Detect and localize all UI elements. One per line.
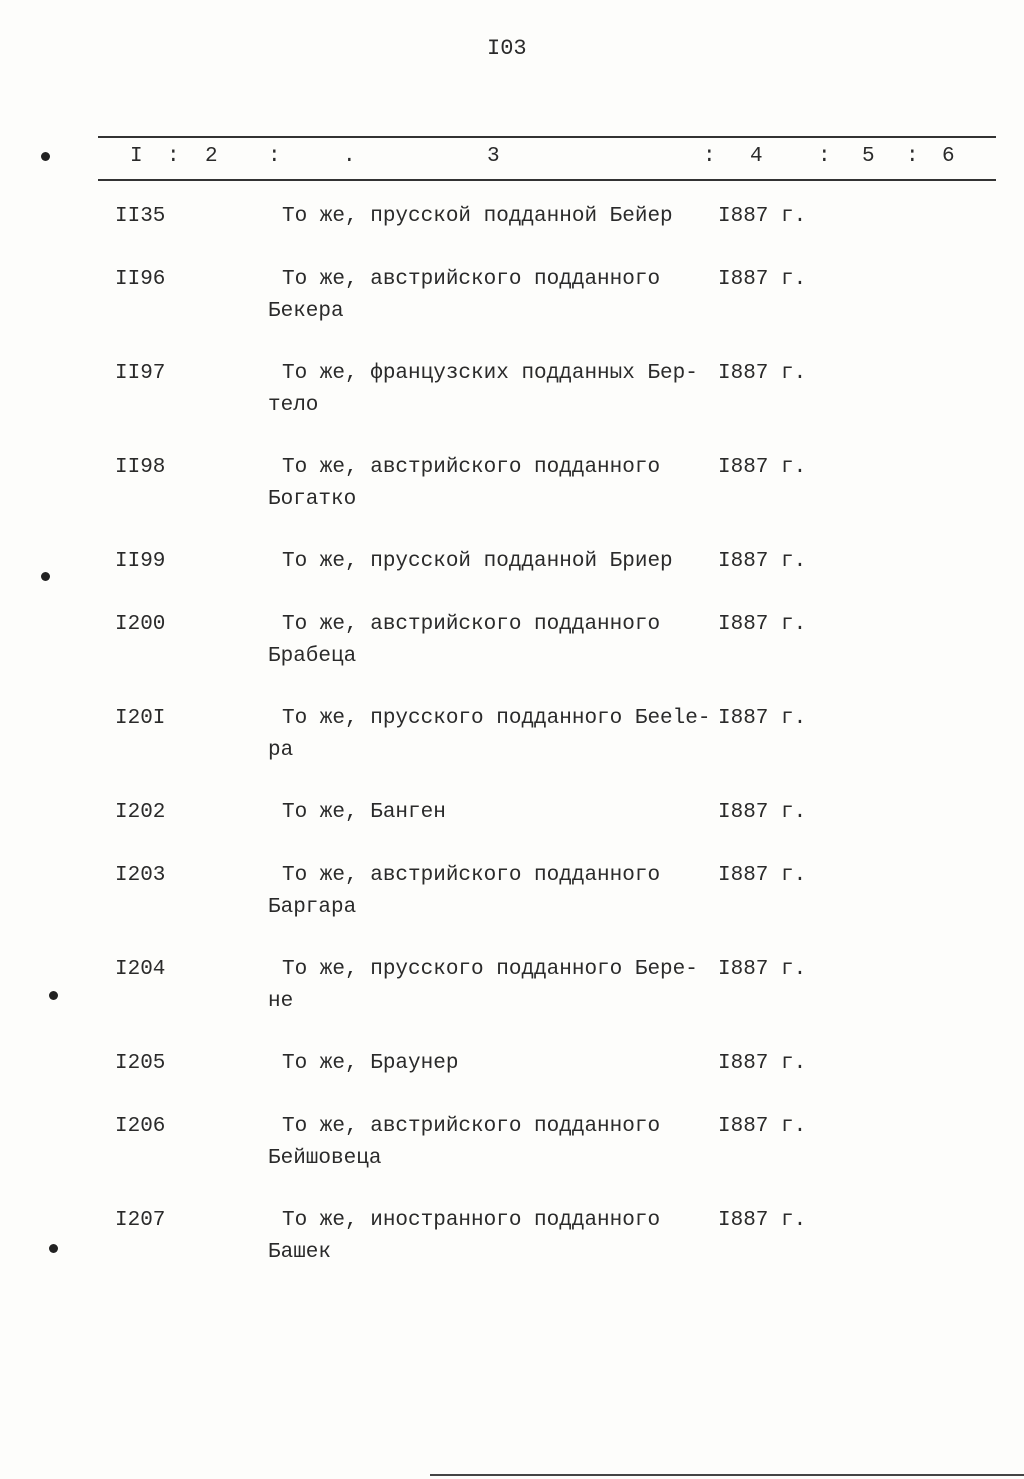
record-number: I203 [115,864,166,887]
record-description [268,797,718,829]
record-number: I200 [115,613,166,636]
description-line-1: То же, иностранного подданного [282,1209,661,1232]
bottom-edge-line [430,1474,1024,1476]
header-top-rule [98,136,996,138]
record-year: I887 г. [718,958,807,981]
record-description [268,860,718,924]
description-line-2: тело [268,394,319,417]
record-year: I887 г. [718,550,807,573]
page-number: I03 [487,36,527,61]
record-year: I887 г. [718,268,807,291]
description-line-2: Богатко [268,488,357,511]
column-header: 6 [942,145,955,168]
record-number: II96 [115,268,166,291]
record-year: I887 г. [718,613,807,636]
column-header: 4 [750,145,763,168]
record-number: II98 [115,456,166,479]
record-year: I887 г. [718,1209,807,1232]
column-header: 2 [205,145,218,168]
column-separator: : [818,145,831,168]
record-description [268,358,718,422]
record-description [268,1111,718,1175]
column-header: . [343,145,356,168]
description-line-2: Брабеца [268,645,357,668]
record-description [268,703,718,767]
description-line-1: То же, французских подданных Бер- [282,362,698,385]
column-separator: : [167,145,180,168]
column-header: 5 [862,145,875,168]
record-description [268,452,718,516]
record-description [268,264,718,328]
record-number: II99 [115,550,166,573]
record-year: I887 г. [718,205,807,228]
description-line-2: Баргара [268,896,357,919]
description-line-1: То же, прусского подданного Бере- [282,958,698,981]
record-description [268,546,718,578]
record-number: I207 [115,1209,166,1232]
record-description [268,1048,718,1080]
description-line-1: То же, австрийского подданного [282,1115,661,1138]
punch-hole-mark [41,152,50,161]
description-line-2: Бекера [268,300,344,323]
description-line-2: ра [268,739,294,762]
description-line-1: То же, Банген [282,801,446,824]
description-line-1: То же, прусской подданной Бриер [282,550,673,573]
description-line-1: То же, австрийского подданного [282,268,661,291]
record-description [268,1205,718,1269]
description-line-2: Башек [268,1241,332,1264]
column-separator: : [703,145,716,168]
punch-hole-mark [49,991,58,1000]
record-year: I887 г. [718,1052,807,1075]
record-number: I202 [115,801,166,824]
record-number: II35 [115,205,166,228]
record-year: I887 г. [718,801,807,824]
description-line-1: То же, австрийского подданного [282,613,661,636]
record-number: II97 [115,362,166,385]
record-number: I205 [115,1052,166,1075]
record-description [268,609,718,673]
description-line-1: То же, прусского подданного Беele- [282,707,711,730]
record-number: I20I [115,707,166,730]
column-header: I [130,145,143,168]
description-line-1: То же, австрийского подданного [282,456,661,479]
record-description [268,201,718,233]
header-bottom-rule [98,179,996,181]
record-description [268,954,718,1018]
record-year: I887 г. [718,1115,807,1138]
record-year: I887 г. [718,456,807,479]
punch-hole-mark [49,1244,58,1253]
description-line-1: То же, австрийского подданного [282,864,661,887]
description-line-1: То же, прусской подданной Бейер [282,205,673,228]
punch-hole-mark [41,572,50,581]
column-header: 3 [487,145,500,168]
description-line-2: не [268,990,294,1013]
record-year: I887 г. [718,362,807,385]
record-year: I887 г. [718,707,807,730]
record-number: I204 [115,958,166,981]
record-year: I887 г. [718,864,807,887]
column-separator: : [268,145,281,168]
column-separator: : [906,145,919,168]
record-number: I206 [115,1115,166,1138]
description-line-1: То же, Браунер [282,1052,459,1075]
description-line-2: Бейшовеца [268,1147,382,1170]
